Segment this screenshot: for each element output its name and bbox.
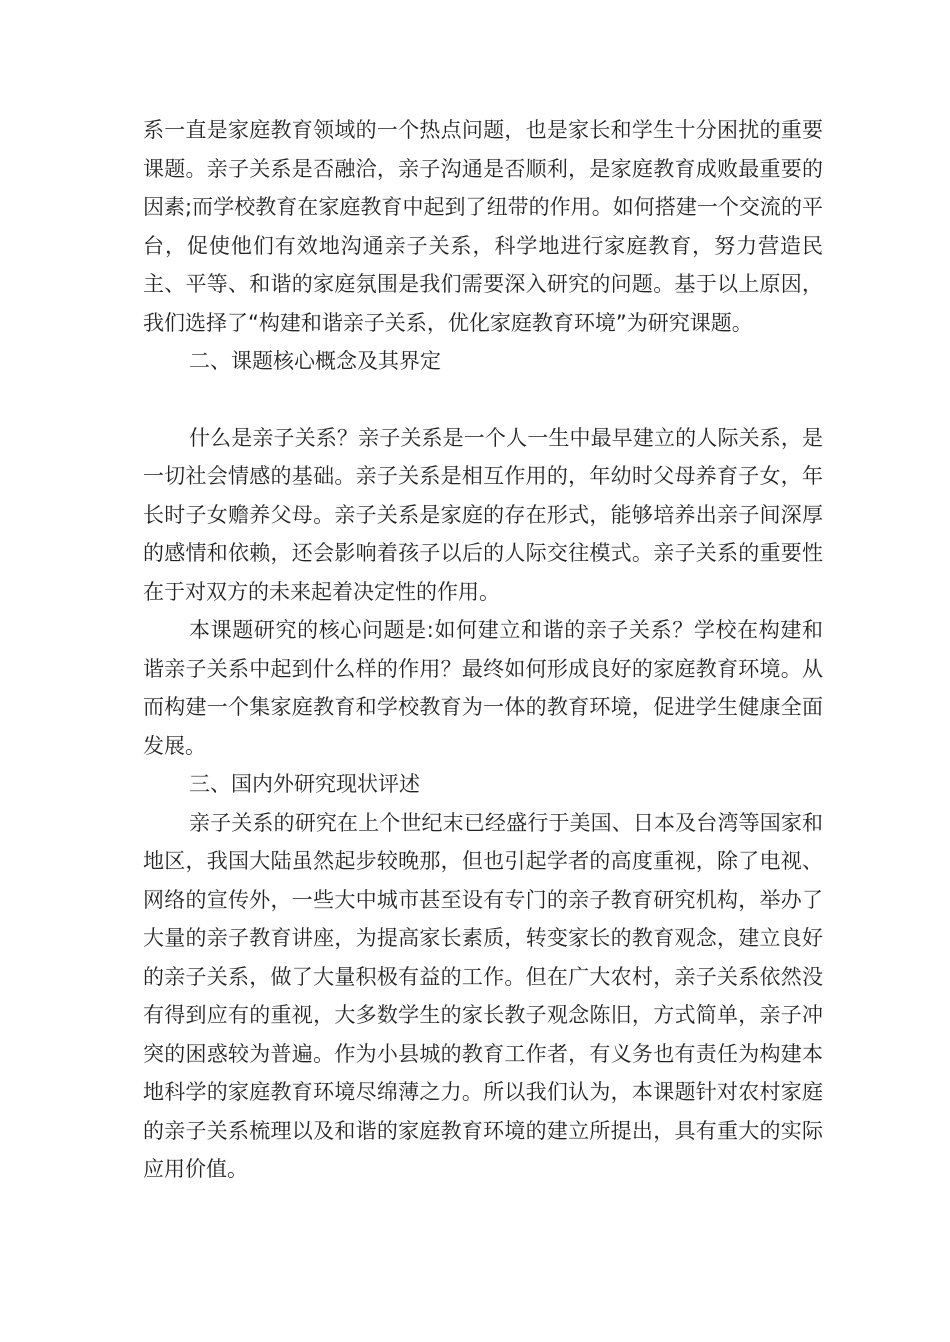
paragraph-what-is-parent-child-relationship: 什么是亲子关系？亲子关系是一个人一生中最早建立的人际关系，是一切社会情感的基础。亲子关系是相互作用的，年幼时父母养育子女，年长时子女赡养父母。亲子关系是家庭的存在形式，能够培养出亲子间深厚的感情和依赖，还会影响着孩子以后的人际交往模式。亲子关系的重要性在于对双方的未来起着决定性的作用。 [143,425,823,604]
paragraph-intro-continuation: 系一直是家庭教育领域的一个热点问题，也是家长和学生十分困扰的重要课题。亲子关系是否融洽，亲子沟通是否顺利，是家庭教育成败最重要的因素;而学校教育在家庭教育中起到了纽带的作用。如何搭建一个交流的平台，促使他们有效地沟通亲子关系，科学地进行家庭教育，努力营造民主、平等、和谐的家庭氛围是我们需要深入研究的问题。基于以上原因，我们选择了“构建和谐亲子关系，优化家庭教育环境”为研究课题。 [143,118,823,335]
paragraph-core-research-question: 本课题研究的核心问题是:如何建立和谐的亲子关系？学校在构建和谐亲子关系中起到什么样的作用？最终如何形成良好的家庭教育环境。从而构建一个集家庭教育和学校教育为一体的教育环境，促进学生健康全面发展。 [143,618,823,758]
blank-line [143,381,823,419]
section-heading-core-concepts: 二、课题核心概念及其界定 [189,349,441,373]
document-body [143,111,823,1189]
paragraph-research-status: 亲子关系的研究在上个世纪末已经盛行于美国、日本及台湾等国家和地区，我国大陆虽然起步较晚那，但也引起学者的高度重视，除了电视、网络的宣传外，一些大中城市甚至设有专门的亲子教育研究机构，举办了大量的亲子教育讲座，为提高家长素质，转变家长的教育观念，建立良好的亲子关系，做了大量积极有益的工作。但在广大农村，亲子关系依然没有得到应有的重视，大多数学生的家长教子观念陈旧，方式简单，亲子冲突的困惑较为普遍。作为小县城的教育工作者，有义务也有责任为构建本地科学的家庭教育环境尽绵薄之力。所以我们认为，本课题针对农村家庭的亲子关系梳理以及和谐的家庭教育环境的建立所提出，具有重大的实际应用价值。 [143,810,823,1181]
section-heading-research-review: 三、国内外研究现状评述 [189,772,420,796]
